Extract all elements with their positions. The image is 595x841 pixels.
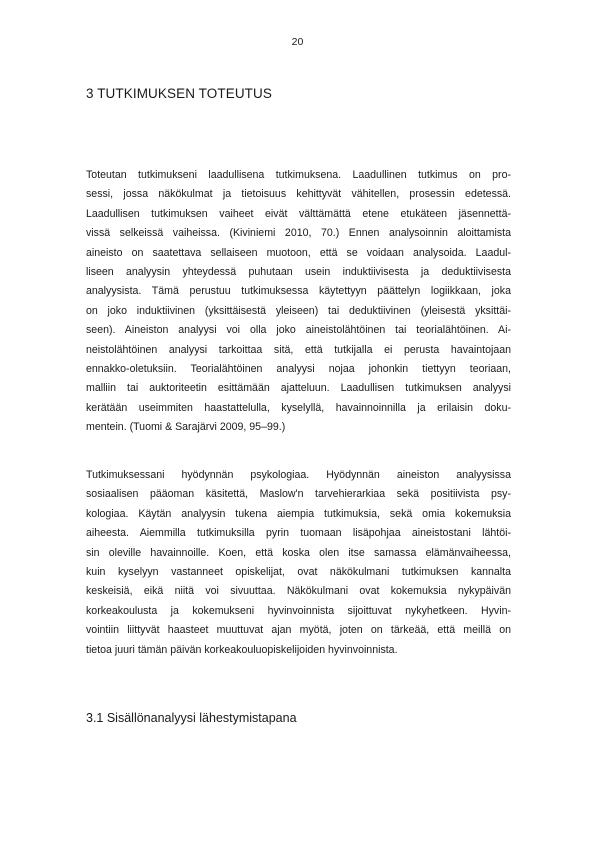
text-line: kerätään useimmiten haastattelulla, kyselyllä, havainnoinnilla ja erilaisin doku- <box>86 401 511 414</box>
paragraph-2 <box>86 466 511 660</box>
text-line: sin oleville havainnoille. Koen, että koska olen itse samassa elämänvaiheessa, <box>86 546 511 559</box>
text-line: sosiaalisen pääoman käsitettä, Maslow'n tarvehierarkiaa sekä positiivista psy- <box>86 488 511 501</box>
text-line: Laadullisen tutkimuksen vaiheet eivät välttämättä etene etukäteen jäsennettä- <box>86 207 511 220</box>
text-line: kologiaa. Käytän analyysin tukena aiempia tutkimuksia, sekä omia kokemuksia <box>86 507 511 520</box>
text-line: aineisto on saatettava sellaiseen muotoon, että se voidaan analysoida. Laadul- <box>86 246 511 259</box>
text-line: Tutkimuksessani hyödynnän psykologiaa. Hyödynnän aineiston analyysissa <box>86 469 511 481</box>
text-line: keskeisiä, eikä niitä voi sivuuttaa. Näkökulmani ovat kokemuksia nykypäivän <box>86 585 511 598</box>
text-line: neistolähtöinen analyysi tarkoittaa sitä, että tutkijalla ei perusta havaintojaan <box>86 343 511 356</box>
text-line: sessi, jossa näkökulmat ja tietoisuus kehittyvät vähitellen, prosessin edetessä. <box>86 188 511 201</box>
paragraph-1 <box>86 166 511 438</box>
text-line: tietoa juuri tämän päivän korkeakouluopiskelijoiden hyvinvoinnista. <box>86 643 398 656</box>
chapter-heading: 3 TUTKIMUKSEN TOTEUTUS <box>86 86 272 101</box>
text-line: seen). Aineiston analyysi voi olla joko aineistolähtöinen tai teorialähtöinen. Ai- <box>86 324 511 337</box>
text-line: vointiin liittyvät haasteet muuttuvat ajan myötä, joten on tärkeää, että meillä on <box>86 624 511 637</box>
text-line: kuin kyselyyn vastanneet opiskelijat, ovat näkökulmani tutkimuksen kannalta <box>86 566 511 579</box>
text-line: aiheesta. Aiemmilla tutkimuksilla pyrin tuomaan lisäpohjaa aineistostani lähtöi- <box>86 527 511 540</box>
text-line: analyysista. Tämä perustuu tutkimuksessa käytettyyn päättelyn logiikkaan, joka <box>86 285 511 298</box>
text-line: mentein. (Tuomi & Sarajärvi 2009, 95–99.) <box>86 421 286 434</box>
text-line: malliin tai auktoriteetin esittämään ajatteluun. Laadullisen tutkimuksen analyysi <box>86 382 511 395</box>
text-line: ennakko-oletuksiin. Teorialähtöinen analyysi nojaa johonkin tiettyyn teoriaan, <box>86 363 511 376</box>
text-line: vissä selkeissä vaiheissa. (Kiviniemi 2010, 70.) Ennen analysoinnin aloittamista <box>86 227 511 240</box>
section-heading: 3.1 Sisällönanalyysi lähestymistapana <box>86 711 297 725</box>
text-line: liseen analyysin yhteydessä puhutaan usein induktiivisesta ja deduktiivisesta <box>86 266 511 279</box>
text-line: on joko induktiivinen (yksittäisestä yleiseen) tai deduktiivinen (yleisestä yksittäi- <box>86 304 511 317</box>
text-line: Toteutan tutkimukseni laadullisena tutkimuksena. Laadullinen tutkimus on pro- <box>86 169 511 181</box>
text-line: korkeakoulusta ja kokemukseni hyvinvoinnista sijoittuvat nykyhetkeen. Hyvin- <box>86 604 511 617</box>
page-number: 20 <box>291 36 304 48</box>
